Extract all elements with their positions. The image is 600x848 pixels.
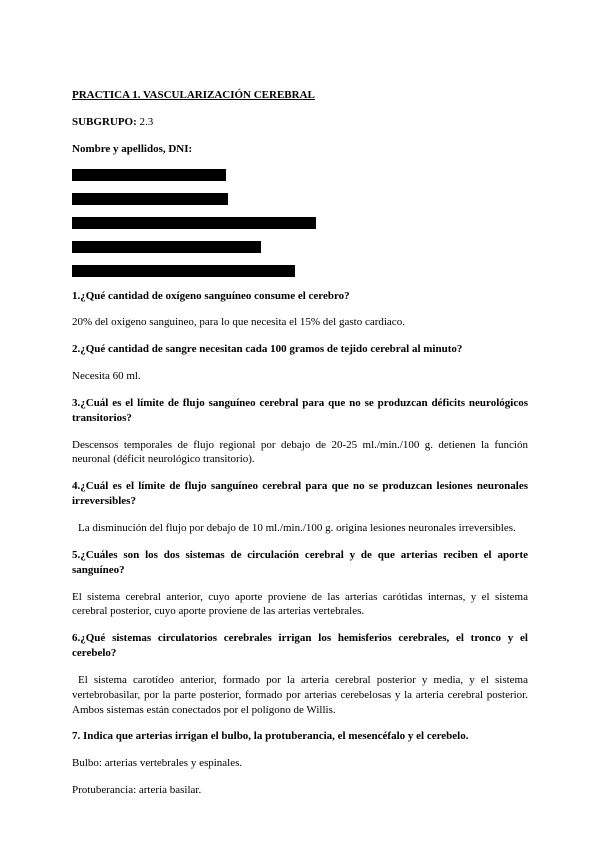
page-title: PRACTICA 1. VASCULARIZACIÓN CEREBRAL <box>72 89 315 101</box>
redacted-name-5 <box>72 265 295 277</box>
subgroup-value: 2.3 <box>139 115 154 128</box>
redacted-name-3 <box>72 217 316 229</box>
subgroup-line <box>72 115 528 130</box>
redacted-name-2 <box>72 193 228 205</box>
answer-6: El sistema carotídeo anterior, formado por la arteria cerebral posterior y media, y el sistema vertebrobasilar, por la parte posterior, formado por arterias cerebelosas y la arteria cerebral posterior. Ambos sistemas están conectados por el polígono de Willis. <box>72 673 528 716</box>
question-2: 2.¿Qué cantidad de sangre necesitan cada 100 gramos de tejido cerebral al minuto? <box>72 343 463 356</box>
question-5: 5.¿Cuáles son los dos sistemas de circulación cerebral y de que arterias reciben el aporte sanguíneo? <box>72 548 528 576</box>
redacted-name-1 <box>72 169 226 181</box>
answer-7-protuberancia: Protuberancia: arteria basilar. <box>72 784 202 797</box>
question-4: 4.¿Cuál es el límite de flujo sanguíneo cerebral para que no se produzcan lesiones neuronales irreversibles? <box>72 480 528 508</box>
document-page <box>72 88 528 810</box>
answer-2: Necesita 60 ml. <box>72 370 141 383</box>
question-3: 3.¿Cuál es el límite de flujo sanguíneo cerebral para que no se produzcan déficits neurológicos transitorios? <box>72 396 528 424</box>
answer-3: Descensos temporales de flujo regional por debajo de 20-25 ml./min./100 g. detienen la función neuronal (déficit neurológico transitorio). <box>72 438 528 466</box>
redacted-name-4 <box>72 241 261 253</box>
answer-5: El sistema cerebral anterior, cuyo aporte proviene de las arterias carótidas internas, y el sistema cerebral posterior, cuyo aporte proviene de las arterias vertebrales. <box>72 590 528 618</box>
answer-7-bulbo: Bulbo: arterias vertebrales y espinales. <box>72 757 243 770</box>
answer-1: 20% del oxigeno sanguineo, para lo que necesita el 15% del gasto cardiaco. <box>72 316 405 329</box>
question-1: 1.¿Qué cantidad de oxígeno sanguíneo consume el cerebro? <box>72 289 350 302</box>
question-6: 6.¿Qué sistemas circulatorios cerebrales irrigan los hemisferios cerebrales, el tronco y el cerebelo? <box>72 632 528 660</box>
answer-4: La disminución del flujo por debajo de 10 ml./min./100 g. origina lesiones neuronales irreversibles. <box>78 521 516 534</box>
subgroup-label: SUBGRUPO: <box>72 115 137 128</box>
name-label: Nombre y apellidos, DNI: <box>72 142 193 155</box>
question-7: 7. Indica que arterias irrigan el bulbo, la protuberancia, el mesencéfalo y el cerebelo. <box>72 730 469 743</box>
